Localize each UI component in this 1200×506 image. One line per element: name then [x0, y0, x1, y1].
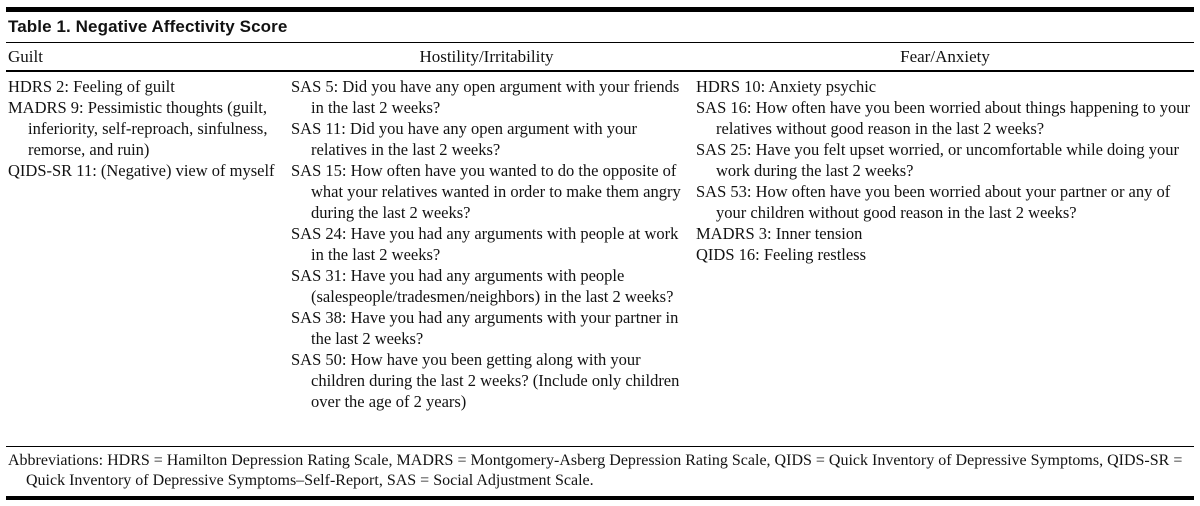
table-item: SAS 31: Have you had any arguments with people (salespeople/tradesmen/neighbors) in the last 2 weeks?	[291, 266, 674, 306]
table-item: SAS 11: Did you have any open argument with your relatives in the last 2 weeks?	[291, 119, 638, 159]
table-item: HDRS 2: Feeling of guilt	[8, 77, 175, 96]
table-item: HDRS 10: Anxiety psychic	[696, 77, 877, 96]
column-header-hostility: Hostility/Irritability	[419, 47, 554, 66]
table-body	[6, 72, 1194, 446]
column-header-guilt: Guilt	[8, 47, 43, 66]
table-item: QIDS 16: Feeling restless	[696, 245, 867, 264]
abbreviations-text: Abbreviations: HDRS = Hamilton Depression Rating Scale, MADRS = Montgomery-Asberg Depression Rating Scale, QIDS = Quick Inventory of Depressive Symptoms, QIDS-SR = Quick Inventory of Depressive Symptoms–Self-Report, SAS = Social Adjustment Scale.	[8, 452, 1183, 489]
table-header-row	[6, 43, 1194, 70]
table-item: SAS 24: Have you had any arguments with people at work in the last 2 weeks?	[291, 224, 679, 264]
column-header-fear-anxiety: Fear/Anxiety	[900, 47, 990, 66]
table-item: SAS 15: How often have you wanted to do the opposite of what your relatives wanted in order to make them angry during the last 2 weeks?	[291, 161, 681, 222]
table-item: MADRS 3: Inner tension	[696, 224, 863, 243]
table-footnote	[6, 447, 1194, 496]
rule-bottom-thick	[6, 496, 1194, 500]
table-title: Table 1. Negative Affectivity Score	[8, 17, 288, 36]
column-fear-anxiety	[696, 76, 1194, 446]
table-item: QIDS-SR 11: (Negative) view of myself	[8, 161, 275, 180]
table-item: SAS 38: Have you had any arguments with your partner in the last 2 weeks?	[291, 308, 679, 348]
table-item: SAS 53: How often have you been worried about your partner or any of your children without good reason in the last 2 weeks?	[696, 182, 1171, 222]
table-item: MADRS 9: Pessimistic thoughts (guilt, inferiority, self-reproach, sinfulness, remorse, and ruin)	[8, 98, 268, 159]
table-item: SAS 5: Did you have any open argument with your friends in the last 2 weeks?	[291, 77, 680, 117]
table-item: SAS 50: How have you been getting along with your children during the last 2 weeks? (Include only children over the age of 2 years)	[291, 350, 680, 411]
column-hostility	[291, 76, 696, 446]
table-item: SAS 25: Have you felt upset worried, or uncomfortable while doing your work during the last 2 weeks?	[696, 140, 1179, 180]
column-guilt	[8, 76, 291, 446]
table-item: SAS 16: How often have you been worried about things happening to your relatives without good reason in the last 2 weeks?	[696, 98, 1191, 138]
